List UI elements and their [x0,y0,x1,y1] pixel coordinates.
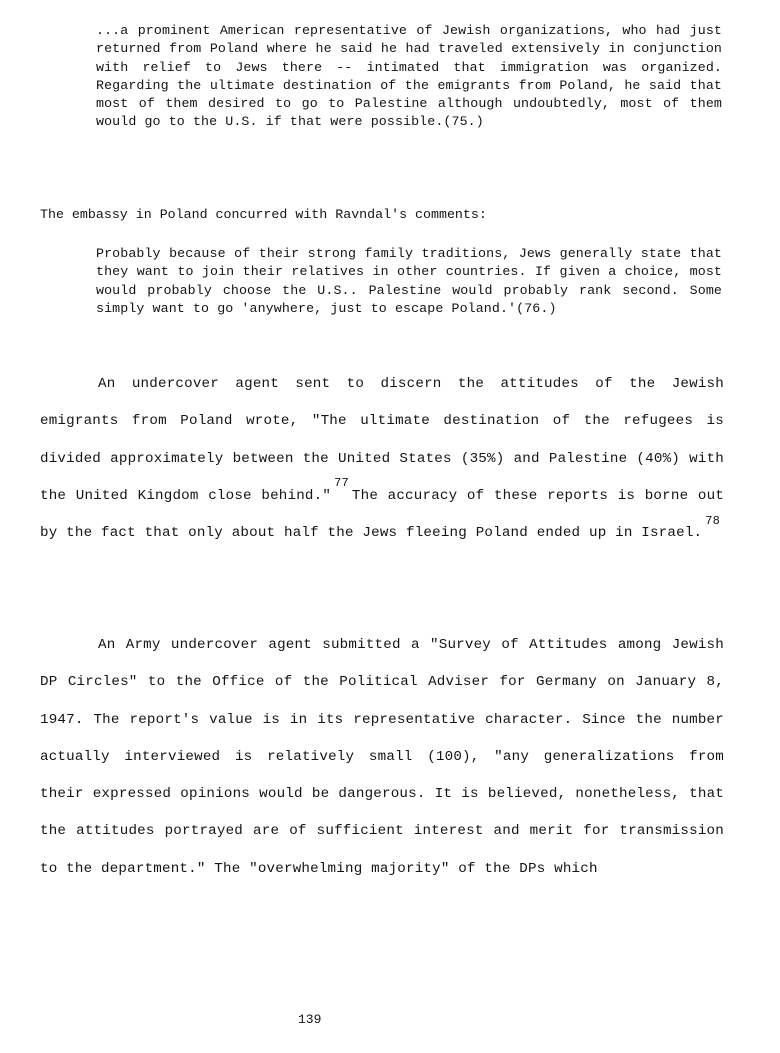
block-quote-second: Probably because of their strong family traditions, Jews generally state that they want to join their relatives in other countries. If given a choice, most would probably choose the U.S.. Palestine would probably rank second. Some simply want to go 'anywhere, just to escape Poland.'(76.) [96,246,722,316]
block-quote-first: ...a prominent American representative of Jewish organizations, who had just returned from Poland where he said he had traveled extensively in conjunction with relief to Jews there -- intimated that immigration was organized. Regarding the ultimate destination of the emigrants from Poland, he said that most of them desired to go to Palestine although undoubtedly, most of them would go to the U.S. if that were possible.(75.) [96,23,722,130]
paragraph-army-survey: An Army undercover agent submitted a "Survey of Attitudes among Jewish DP Circles" to the Office of the Political Adviser for Germany on January 8, 1947. The report's value is in its representative character. Since the number actually interviewed is relatively small (100), "any generalizations from their expressed opinions would be dangerous. It is believed, nonetheless, that the attitudes portrayed are of sufficient interest and merit for transmission to the department." The "overwhelming majority" of the DPs which [40,637,724,877]
intro-sentence: The embassy in Poland concurred with Ravndal's comments: [40,207,487,222]
page-number: 139 [298,1012,322,1027]
paragraph-text-continued: The accuracy of these reports is borne out by the fact that only about half the Jews fleeing Poland ended up in Israel. [40,487,725,542]
paragraph-text: An undercover agent sent to discern the attitudes of the Jewish emigrants from Poland wrote, "The ultimate destination of the refugees is divided approximately between the United States (35%) and Palestine (40%) with the United Kingdom close behind." [40,376,724,504]
footnote-marker-second: 78 [705,513,721,528]
footnote-marker: 77 [334,476,349,491]
paragraph-undercover-agent [40,366,724,552]
